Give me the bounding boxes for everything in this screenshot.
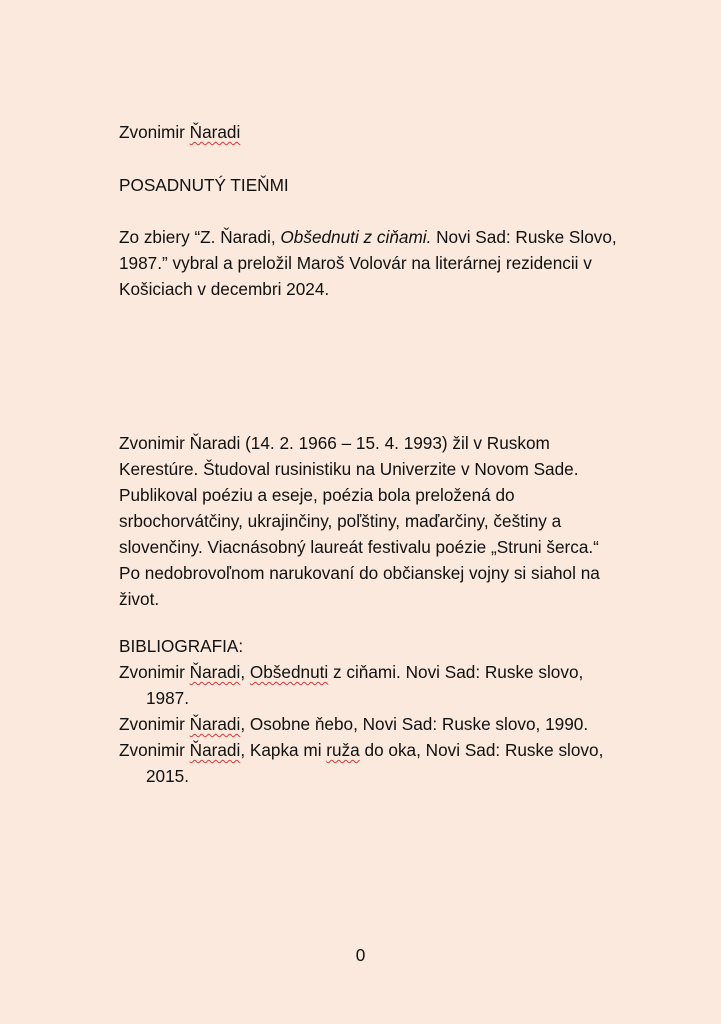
bib-rest: z ciňami. Novi Sad: Ruske slovo, 1987. — [146, 662, 584, 708]
author-last-name-spellcheck: Ňaradi — [189, 122, 241, 142]
author-name — [119, 119, 619, 145]
source-work-title: Obšednuti z ciňami. — [280, 227, 432, 247]
bib-author-last-spellcheck: Ňaradi — [189, 714, 241, 734]
bib-rest: , Osobne ňebo, Novi Sad: Ruske slovo, 1990. — [240, 714, 589, 734]
bib-separator: , Kapka mi — [240, 740, 327, 760]
bibliography-item — [119, 737, 619, 789]
source-prefix: Zo zbiery “Z. Ňaradi, — [119, 227, 281, 247]
document-title: POSADNUTÝ TIEŇMI — [119, 175, 289, 195]
source-note — [119, 224, 619, 302]
bibliography-item — [119, 659, 619, 711]
page-number: 0 — [355, 945, 366, 965]
author-first-name: Zvonimir — [119, 122, 185, 142]
bibliography-item — [119, 711, 619, 737]
bibliography-list — [119, 659, 619, 789]
bib-author-first: Zvonimir — [119, 740, 190, 760]
bib-author-first: Zvonimir — [119, 714, 190, 734]
bib-separator: , — [240, 662, 250, 682]
bib-author-last-spellcheck: Ňaradi — [189, 662, 241, 682]
bib-author-last-spellcheck: Ňaradi — [189, 740, 241, 760]
source-suffix: Novi Sad: Ruske Slovo, 1987.” vybral a preložil Maroš Volovár na literárnej rezidencii v Košiciach v decembri 2024. — [119, 227, 617, 299]
bib-word-spellcheck: ruža — [326, 740, 360, 760]
author-bio: Zvonimir Ňaradi (14. 2. 1966 – 15. 4. 1993) žil v Ruskom Kerestúre. Študoval rusinistiku na Univerzite v Novom Sade. Publikoval poéziu a eseje, poézia bola preložená do srbochorvátčiny, ukrajinčiny, poľštiny, maďarčiny, češtiny a slovenčiny. Viacnásobný laureát festivalu poézie „Struni šerca.“ Po nedobrovoľnom narukovaní do občianskej vojny si siahol na život. — [119, 433, 600, 609]
bib-author-first: Zvonimir — [119, 662, 190, 682]
bib-title-spellcheck: Obšednuti — [249, 662, 329, 682]
bib-rest: do oka, Novi Sad: Ruske slovo, 2015. — [146, 740, 604, 786]
bibliography-heading: BIBLIOGRAFIA: — [119, 636, 244, 656]
